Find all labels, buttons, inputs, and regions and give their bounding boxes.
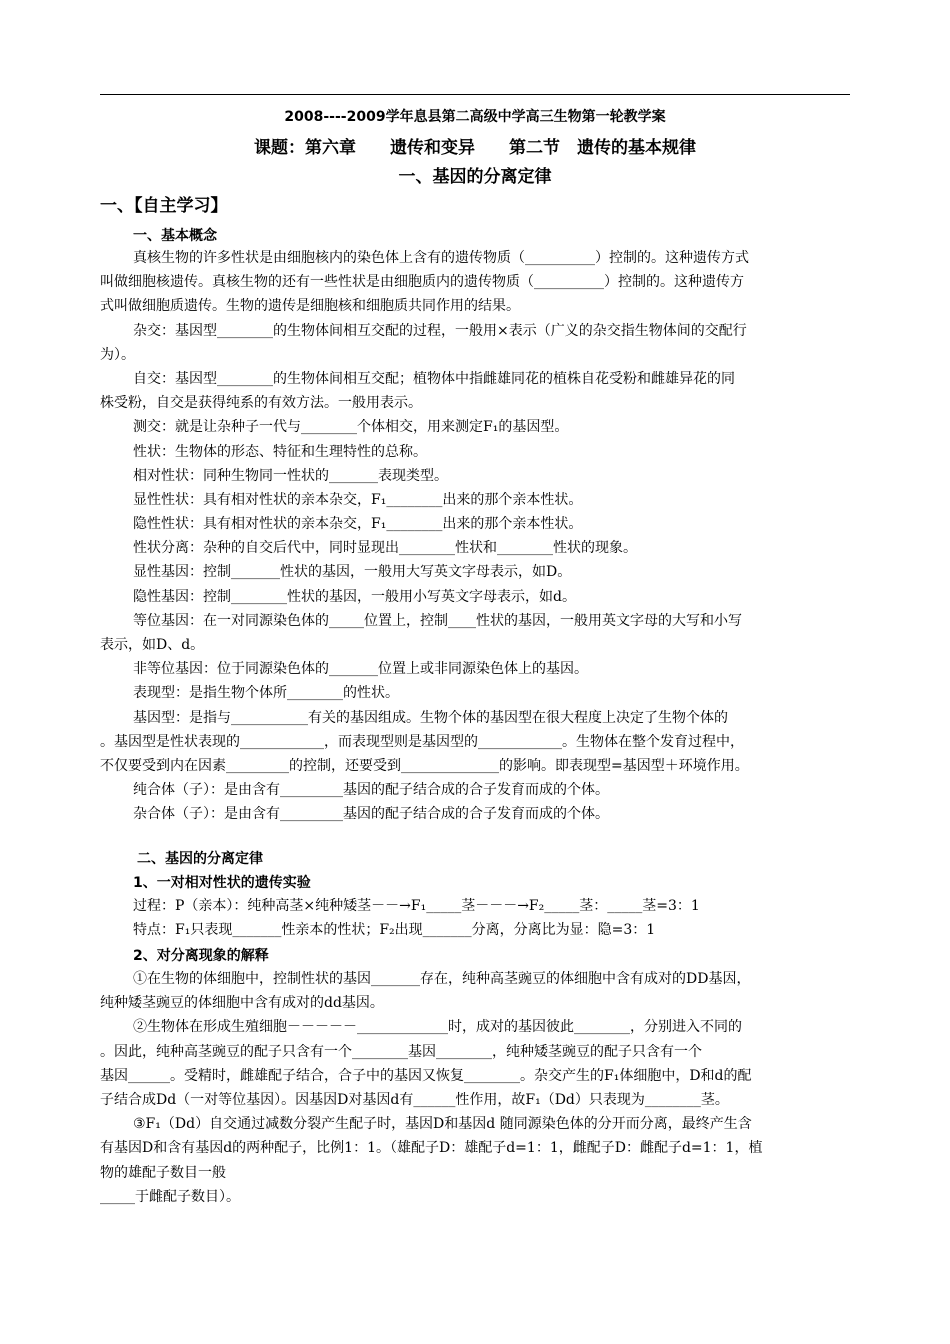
text-line: 株受粉，自交是获得纯系的有效方法。一般用表示。 <box>100 395 422 412</box>
topic-line: 课题：第六章 遗传和变异 第二节 遗传的基本规律 <box>254 138 696 158</box>
text-line: ②生物体在形成生殖细胞－－－－－_____________时，成对的基因彼此________，分别进入不同的 <box>133 1019 742 1036</box>
text-line: 表现型：是指生物个体所________的性状。 <box>133 685 399 702</box>
text-line: 为）。 <box>100 346 135 363</box>
text-line: 纯种矮茎豌豆的体细胞中含有成对的dd基因。 <box>100 995 384 1012</box>
school-line: 2008----2009学年息县第二高级中学高三生物第一轮教学案 <box>284 109 666 125</box>
text-line: 隐性基因：控制________性状的基因，一般用小写英文字母表示，如d。 <box>133 588 576 605</box>
text-line: 。基因型是性状表现的____________，而表现型则是基因型的____________。生物体在整个发育过程中， <box>100 733 744 750</box>
explanation-body <box>100 967 850 1209</box>
text-line: 性状分离：杂种的自交后代中，同时显现出________性状和________性状的现象。 <box>133 540 637 557</box>
separation-law-title: 二、基因的分离定律 <box>137 851 263 867</box>
text-line: 基因______。受精时，雌雄配子结合，合子中的基因又恢复________。杂交产生的F₁体细胞中，D和d的配 <box>100 1067 752 1084</box>
text-line: 显性基因：控制_______性状的基因，一般用大写英文字母表示，如D。 <box>133 564 572 581</box>
text-line: 子结合成Dd（一对等位基因）。因基因D对基因d有______性作用，故F₁（Dd）只表现为________茎。 <box>100 1091 729 1108</box>
text-line: 过程：P（亲本）：纯种高茎×纯种矮茎－－→F₁_____茎－－－→F₂_____茎：_____茎=3：1 <box>133 898 700 914</box>
text-line: 式叫做细胞质遗传。生物的遗传是细胞核和细胞质共同作用的结果。 <box>100 298 520 315</box>
text-line: 杂合体（子）：是由含有_________基因的配子结合成的合子发育而成的个体。 <box>133 806 609 823</box>
text-line: 杂交：基因型________的生物体间相互交配的过程，一般用×表示（广义的杂交指生物体间的交配行 <box>133 322 747 339</box>
header-rule <box>100 94 850 95</box>
text-line: 表示，如D、d。 <box>100 637 205 653</box>
text-line: 隐性性状：具有相对性状的亲本杂交，F₁________出来的那个亲本性状。 <box>133 516 583 533</box>
text-line: 测交：就是让杂种子一代与________个体相交，用来测定F₁的基因型。 <box>133 419 569 436</box>
section-self-study-title: 一、【自主学习】 <box>100 196 228 216</box>
lesson-title: 一、基因的分离定律 <box>398 167 552 187</box>
text-line: 等位基因：在一对同源染色体的_____位置上，控制____性状的基因，一般用英文字母的大写和小写 <box>133 612 742 629</box>
basic-concepts-body <box>100 246 850 827</box>
text-line: 非等位基因：位于同源染色体的_______位置上或非同源染色体上的基因。 <box>133 661 588 678</box>
text-line: 自交：基因型________的生物体间相互交配；植物体中指雌雄同花的植株自花受粉和雌雄异花的同 <box>133 370 735 387</box>
text-line: ③F₁（Dd）自交通过减数分裂产生配子时，基因D和基因d 随同源染色体的分开而分离，最终产生含 <box>133 1116 752 1133</box>
text-line: 纯合体（子）：是由含有_________基因的配子结合成的合子发育而成的个体。 <box>133 782 609 799</box>
text-line: ①在生物的体细胞中，控制性状的基因_______存在，纯种高茎豌豆的体细胞中含有成对的DD基因， <box>133 971 751 987</box>
basic-concepts-title: 一、基本概念 <box>133 228 217 244</box>
experiment-title: 1、一对相对性状的遗传实验 <box>133 875 311 891</box>
explanation-title: 2、对分离现象的解释 <box>133 948 269 964</box>
text-line: 不仅要受到内在因素_________的控制，还要受到______________的影响。即表现型=基因型＋环境作用。 <box>100 757 749 774</box>
text-line: 真核生物的许多性状是由细胞核内的染色体上含有的遗传物质（__________）控制的。这种遗传方式 <box>133 250 749 266</box>
text-line: _____于雌配子数目）。 <box>100 1188 240 1205</box>
text-line: 特点：F₁只表现_______性亲本的性状；F₂出现_______分离，分离比为显：隐=3：1 <box>133 922 656 939</box>
text-line: 显性性状：具有相对性状的亲本杂交，F₁________出来的那个亲本性状。 <box>133 491 583 508</box>
text-line: 相对性状：同种生物同一性状的_______表现类型。 <box>133 467 448 484</box>
experiment-body <box>100 894 850 942</box>
text-line: 性状：生物体的形态、特征和生理特性的总称。 <box>133 443 427 460</box>
text-line: 物的雄配子数目一般 <box>100 1164 226 1181</box>
text-line: 叫做细胞核遗传。真核生物的还有一些性状是由细胞质内的遗传物质（__________）控制的。这种遗传方 <box>100 274 744 291</box>
text-line: 有基因D和含有基因d的两种配子，比例1：1。（雄配子D：雄配子d=1：1，雌配子D：雌配子d=1：1，植 <box>100 1140 763 1157</box>
text-line: 基因型：是指与___________有关的基因组成。生物个体的基因型在很大程度上决定了生物个体的 <box>133 709 728 726</box>
text-line: 。因此，纯种高茎豌豆的配子只含有一个________基因________，纯种矮茎豌豆的配子只含有一个 <box>100 1043 702 1060</box>
